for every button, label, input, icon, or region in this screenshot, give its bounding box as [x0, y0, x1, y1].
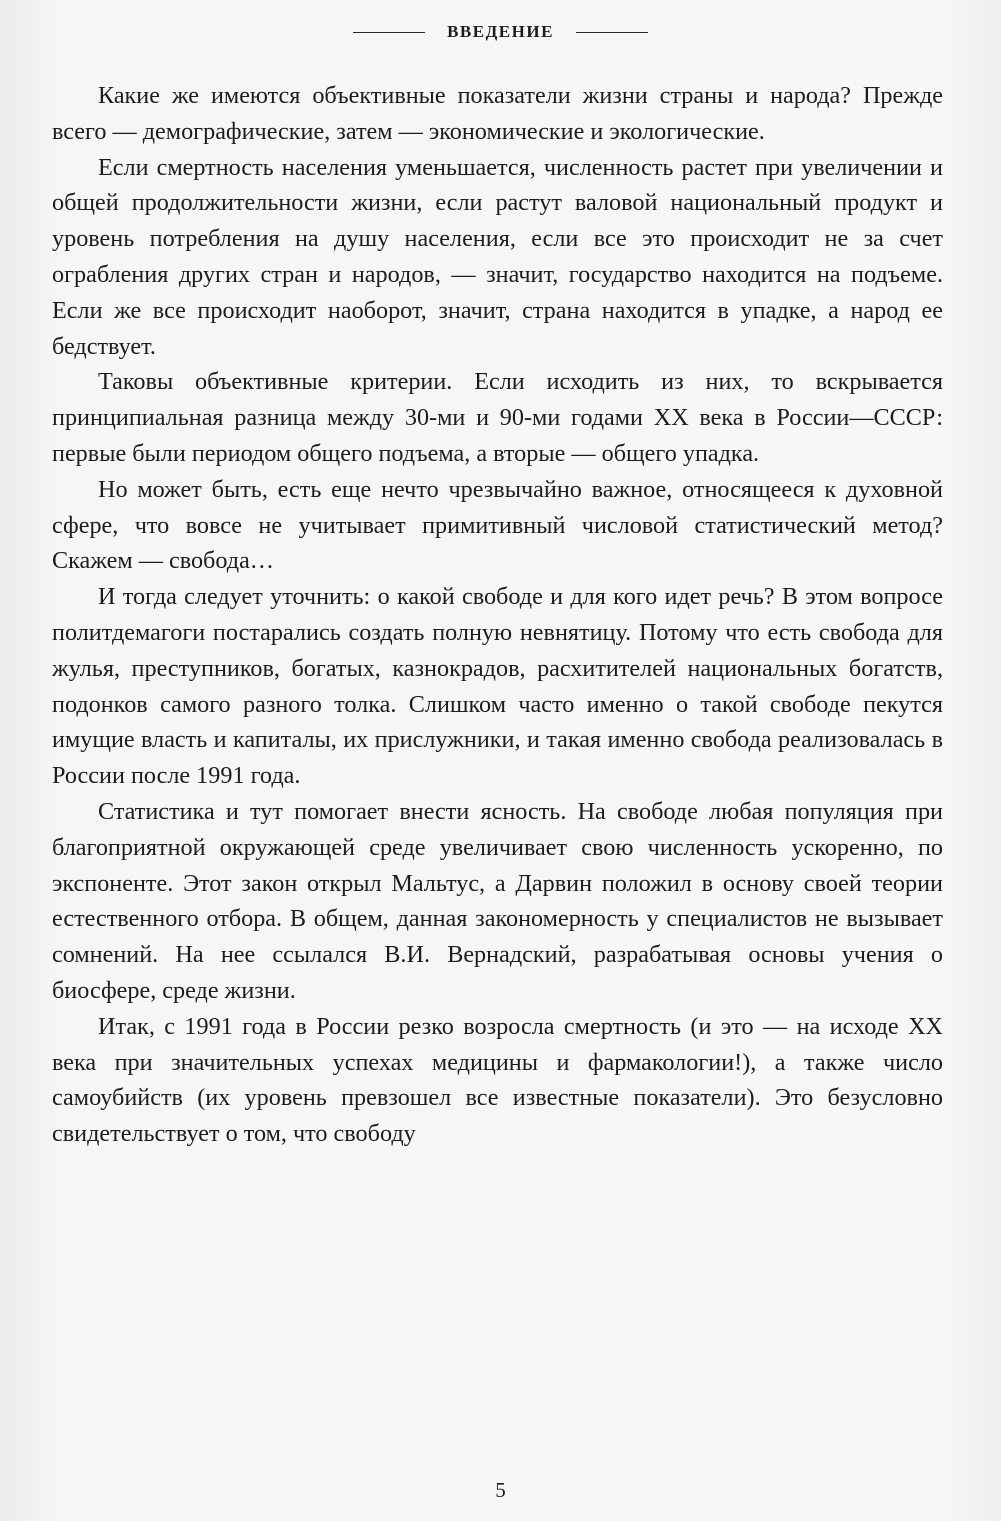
- page-number: 5: [495, 1478, 506, 1502]
- paragraph-2: Если смертность населения уменьшается, численность растет при увеличении и общей продолжительности жизни, если растут валовой национальный продукт и уровень потребления на душу населения, если все это происходит не за счет ограбления других стран и народов, — значит, государство находится на подъеме. Если же все происходит наоборот, значит, страна находится в упадке, а народ ее бедствует.: [52, 153, 943, 360]
- paragraph-4: Но может быть, есть еще нечто чрезвычайно важное, относящееся к духовной сфере, что вовсе не учитывает примитивный числовой статистический метод? Скажем — свобода…: [52, 475, 943, 575]
- running-head: [0, 18, 1001, 46]
- paragraph-6: Статистика и тут помогает внести ясность. На свободе любая популяция при благоприятной окружающей среде увеличивает свою численность ускоренно, по экспоненте. Этот закон открыл Мальтус, а Дарвин положил в основу своей теории естественного отбора. В общем, данная закономерность у специалистов не вызывает сомнений. На нее ссылался В.И. Вернадский, разрабатывая основы учения о биосфере, среде жизни.: [52, 797, 943, 1004]
- paragraph-7: Итак, с 1991 года в России резко возросла смертность (и это — на исходе XX века при значительных успехах медицины и фармакологии!), а также число самоубийств (их уровень превзошел все известные показатели). Это безусловно свидетельствует о том, что свободу: [52, 1012, 943, 1148]
- body-text: [52, 78, 943, 1152]
- running-head-rule-left: [353, 32, 425, 33]
- running-head-rule-right: [576, 32, 648, 33]
- paragraph-3: Таковы объективные критерии. Если исходить из них, то вскрывается принципиальная разница между 30-ми и 90-ми годами XX века в России—СССР: первые были периодом общего подъема, а вторые — общего упадка.: [52, 368, 943, 467]
- paragraph-5: И тогда следует уточнить: о какой свободе и для кого идет речь? В этом вопросе политдемагоги постарались создать полную невнятицу. Потому что есть свобода для жулья, преступников, богатых, казнокрадов, расхитителей национальных богатств, подонков самого разного толка. Слишком часто именно о такой свободе пекутся имущие власть и капиталы, их прислужники, и такая именно свобода реализовалась в России после 1991 года.: [52, 583, 943, 790]
- running-head-title: ВВЕДЕНИЕ: [447, 22, 554, 41]
- paragraph-1: Какие же имеются объективные показатели жизни страны и народа? Прежде всего — демографические, затем — экономические и экологические.: [52, 82, 943, 145]
